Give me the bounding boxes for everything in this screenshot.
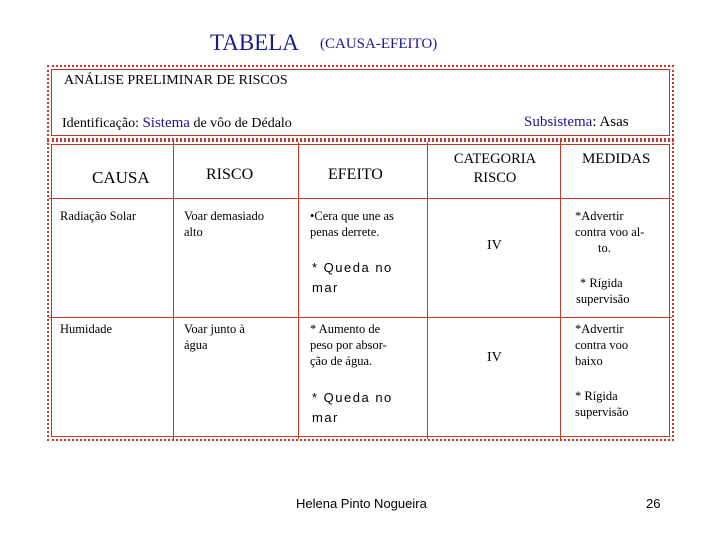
row2-efeito-line: ção de água. [310, 354, 373, 368]
row1-risco-line: alto [184, 225, 203, 239]
row1-risco-line: Voar demasiado [184, 209, 264, 223]
column-divider [298, 142, 299, 439]
column-divider [173, 142, 174, 439]
subsystem-word: Subsistema [524, 114, 593, 130]
row2-efeito-1 [310, 321, 387, 369]
page-number: 26 [646, 496, 661, 511]
row-divider [49, 317, 672, 318]
system-word: Sistema [142, 115, 190, 131]
row1-medida-line: to. [598, 241, 611, 255]
row1-medida-1 [575, 208, 644, 256]
identification-label: Identificação: [62, 116, 139, 131]
row2-medida-line: * Rígida [575, 389, 618, 403]
column-divider [427, 142, 428, 439]
row2-medida-line: supervisão [575, 405, 629, 419]
row2-medida-2 [575, 388, 628, 420]
row1-medida-line: *Advertir [575, 209, 624, 223]
row2-efeito-2 [312, 388, 393, 428]
row2-efeito-line: * Aumento de [310, 322, 381, 336]
subsystem-line [524, 114, 629, 130]
column-header-risco: RISCO [206, 166, 254, 183]
header-row-divider [49, 198, 672, 199]
system-name: de vôo de Dédalo [193, 116, 292, 131]
row1-efeito-line: •Cera que une as [310, 209, 394, 223]
row2-medida-line: contra voo [575, 338, 629, 352]
row1-efeito-line: * Queda no [312, 260, 393, 275]
column-header-efeito: EFEITO [328, 166, 383, 183]
row1-efeito-1 [310, 208, 394, 240]
row2-categoria: IV [487, 350, 502, 365]
row2-risco-line: Voar junto à [184, 322, 245, 336]
row1-medida-line: contra voo al- [575, 225, 645, 239]
row2-efeito-line: peso por absor- [310, 338, 387, 352]
row2-medida-line: *Advertir [575, 322, 624, 336]
row1-efeito-2 [312, 258, 393, 298]
row1-categoria: IV [487, 238, 502, 253]
row2-medida-line: baixo [575, 354, 603, 368]
identification-line [62, 115, 292, 132]
column-divider [560, 142, 561, 439]
analysis-heading: ANÁLISE PRELIMINAR DE RISCOS [64, 73, 288, 88]
row1-efeito-line: mar [312, 280, 339, 295]
row1-medida-line: supervisão [576, 292, 630, 306]
column-header-medidas: MEDIDAS [582, 151, 651, 167]
column-header-categoria-line1: CATEGORIA [453, 151, 537, 167]
row1-risco [184, 208, 264, 240]
page-subtitle: (CAUSA-EFEITO) [320, 36, 438, 52]
page-title: TABELA [210, 30, 299, 55]
row1-efeito-line: penas derrete. [310, 225, 380, 239]
subsystem-name: : Asas [592, 114, 629, 130]
row2-risco [184, 321, 245, 353]
row1-medida-2 [576, 275, 629, 307]
row2-efeito-line: mar [312, 410, 339, 425]
column-header-categoria-line2: RISCO [473, 170, 517, 186]
row2-efeito-line: * Queda no [312, 390, 393, 405]
row2-medida-1 [575, 321, 628, 369]
row1-medida-line: * Rígida [580, 276, 623, 290]
row2-risco-line: água [184, 338, 208, 352]
column-header-categoria [445, 150, 545, 188]
row1-causa: Radiação Solar [60, 209, 137, 223]
footer-author: Helena Pinto Nogueira [296, 496, 427, 511]
row2-causa: Humidade [60, 322, 113, 336]
column-header-causa: CAUSA [92, 168, 150, 187]
